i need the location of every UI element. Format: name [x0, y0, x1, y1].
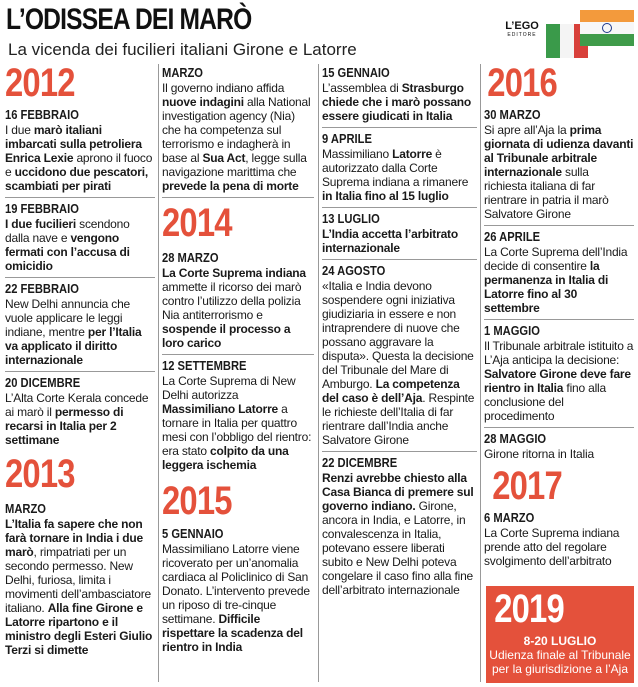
- highlight-box-2019: [486, 586, 634, 683]
- timeline-entry: [162, 62, 314, 198]
- entry-date: 28 MAGGIO: [484, 431, 547, 446]
- timeline-entry: [5, 495, 155, 661]
- timeline-column-3: [322, 62, 477, 601]
- timeline-column-4: [484, 62, 634, 572]
- timeline-entry: [322, 128, 477, 208]
- text-segment: fino alla conclusione del procedimento: [484, 381, 606, 423]
- timeline-column-2: [162, 62, 314, 658]
- text-segment: Girone, ancora in India, e Latorre, in convalescenza in Italia, potevano essere liberati subito e New Delhi poteva congelare il caso fino alla fine dell’arbitrato internazionale: [322, 499, 474, 597]
- highlighted-text: L’Italia fa sapere che non farà tornare in India i due marò: [5, 517, 143, 559]
- timeline-entry: [162, 355, 314, 476]
- text-segment: sulla richiesta italiana di far rientrare in patria il marò Salvatore Girone: [484, 165, 609, 221]
- timeline-entry: [322, 452, 477, 601]
- entry-date: 22 DICEMBRE: [322, 455, 398, 470]
- entry-date: 26 APRILE: [484, 229, 541, 244]
- entry-date: 13 LUGLIO: [322, 211, 380, 226]
- entry-text: [162, 266, 314, 350]
- timeline-entry: [322, 208, 477, 260]
- text-segment: . Respinte le richieste dell’Italia di far rientrare dall’India anche Salvatore Girone: [322, 391, 475, 447]
- entry-text: [162, 542, 314, 654]
- entry-date: 1 MAGGIO: [484, 323, 540, 338]
- highlighted-text: Sua Act: [202, 151, 246, 165]
- entry-text: [322, 147, 477, 203]
- year-2012: 2012: [5, 61, 75, 105]
- timeline-entry: [162, 522, 314, 658]
- year-2015: 2015: [162, 479, 232, 523]
- entry-date: 20 DICEMBRE: [5, 375, 81, 390]
- entry-date: 5 GENNAIO: [162, 526, 224, 541]
- highlighted-text: Alla fine Girone e Latorre ripartono e il ministro degli Esteri Giulio Terzi si dimette: [5, 601, 153, 657]
- highlighted-text: Salvatore Girone deve fare rientro in Italia: [484, 367, 631, 395]
- entry-text: [322, 279, 477, 447]
- entry-text: [5, 391, 155, 447]
- entry-text: [162, 374, 314, 472]
- entry-text: Udienza finale al Tribunale per la giurisdizione a l’Aja: [489, 648, 631, 676]
- highlighted-text: nuove indagini: [162, 95, 244, 109]
- text-segment: ammette il ricorso dei marò contro l’utilizzo della polizia Nia antiterrorismo e: [162, 280, 302, 322]
- year-2019: 2019: [494, 587, 564, 631]
- entry-text: [162, 81, 314, 193]
- timeline-entry: [484, 428, 634, 465]
- entry-text: [484, 339, 634, 423]
- text-segment: , rimpatriati per un secondo permesso. New Delhi, furiosa, limita i movimenti dell’ambasciatore italiano.: [5, 545, 151, 615]
- highlighted-text: Latorre: [392, 147, 433, 161]
- entry-date: 12 SETTEMBRE: [162, 358, 247, 373]
- timeline-column-1: [5, 62, 155, 661]
- year-2017: 2017: [492, 464, 562, 508]
- highlighted-text: vengono fermati con l’accusa di omicidio: [5, 231, 130, 273]
- highlighted-text: in Italia fino al 15 luglio: [322, 189, 449, 203]
- highlighted-text: Renzi avrebbe chiesto alla Casa Bianca di premere sul governo indiano.: [322, 471, 474, 513]
- text-segment: aprono il fuoco e: [5, 151, 153, 179]
- entry-text: [322, 81, 477, 123]
- flags-illustration: [546, 10, 634, 58]
- highlighted-text: I due fucilieri: [5, 217, 77, 231]
- text-segment: Si apre all’Aja la: [484, 123, 570, 137]
- logo-sub: EDITORE: [507, 32, 537, 38]
- timeline-entry: [484, 104, 634, 226]
- highlighted-text: Difficile rispettare la scadenza del rientro in India: [162, 612, 303, 654]
- text-segment: alla National investigation agency (Nia) che ha competenza sul terrorismo e indagherà in base al: [162, 95, 311, 165]
- entry-date: 19 FEBBRAIO: [5, 201, 79, 216]
- text-segment: «Italia e India devono sospendere ogni iniziativa giudiziaria in essere e non intraprendere di nuove che possano aggravare la disputa». Questa la decisione del Tribunale del Mare di Amburgo.: [322, 279, 474, 391]
- entry-text: [5, 297, 155, 367]
- page-title: L’ODISSEA DEI MARÒ: [6, 3, 252, 36]
- highlighted-text: colpito da una leggera ischemia: [162, 444, 289, 472]
- highlighted-text: la permanenza in Italia di Latorre fino al 30 settembre: [484, 259, 609, 315]
- timeline-entry: [484, 226, 634, 320]
- highlighted-text: L’India accetta l’arbitrato internazionale: [322, 227, 458, 255]
- entry-date: 16 FEBBRAIO: [5, 107, 79, 122]
- text-segment: a tornare in Italia per quattro mesi con l’obbligo del rientro: era stato: [162, 402, 312, 458]
- column-divider: [158, 64, 159, 682]
- year-2014: 2014: [162, 201, 232, 245]
- text-segment: Massimiliano Latorre viene ricoverato per un’anomalia cardiaca al Policlinico di San Donato. L’intervento prevede un riposo di tre-cinque settimane.: [162, 542, 310, 626]
- column-divider: [318, 64, 319, 682]
- entry-text: [5, 217, 155, 273]
- year-2016: 2016: [487, 61, 557, 105]
- entry-date: 30 MARZO: [484, 107, 541, 122]
- entry-date: MARZO: [162, 65, 203, 80]
- timeline-entry: [5, 104, 155, 198]
- entry-date: 9 APRILE: [322, 131, 372, 146]
- highlighted-text: Strasburgo chiede che i marò possano essere giudicati in Italia: [322, 81, 472, 123]
- entry-text: [322, 471, 477, 597]
- entry-date: 24 AGOSTO: [322, 263, 386, 278]
- timeline-entry: [484, 507, 634, 572]
- entry-text: [484, 123, 634, 221]
- timeline-entry: [162, 244, 314, 355]
- text-segment: Massimiliano: [322, 147, 393, 161]
- text-segment: La Corte Suprema dell’India decide di consentire: [484, 245, 628, 273]
- entry-text: La Corte Suprema indiana prende atto del regolare svolgimento dell’arbitrato: [484, 526, 620, 568]
- highlighted-text: permesso di recarsi in Italia per 2 settimane: [5, 405, 124, 447]
- text-segment: Il governo indiano affida: [162, 81, 285, 95]
- highlighted-text: per l’Italia va applicato il diritto internazionale: [5, 325, 142, 367]
- entry-text: [322, 227, 477, 255]
- highlighted-text: prevede la pena di morte: [162, 179, 299, 193]
- highlighted-text: marò italiani imbarcati sulla petroliera Enrica Lexie: [5, 123, 142, 165]
- entry-text: Girone ritorna in Italia: [484, 447, 594, 461]
- column-divider: [480, 64, 481, 682]
- entry-date: 6 MARZO: [484, 510, 535, 525]
- entry-text: [5, 123, 155, 193]
- entry-date: 8-20 LUGLIO: [523, 634, 597, 648]
- highlighted-text: sospende il processo a loro carico: [162, 322, 291, 350]
- timeline-entry: [5, 198, 155, 278]
- entry-date: MARZO: [5, 501, 46, 516]
- timeline-entry: [322, 260, 477, 452]
- timeline-entry: [484, 320, 634, 428]
- highlighted-text: uccidono due pescatori, scambiati per pirati: [5, 165, 149, 193]
- timeline-entry: [5, 278, 155, 372]
- entry-date: 15 GENNAIO: [322, 65, 390, 80]
- entry-date: 22 FEBBRAIO: [5, 281, 79, 296]
- entry-text: [5, 517, 155, 657]
- timeline-entry: [322, 62, 477, 128]
- india-flag-icon: [580, 10, 634, 46]
- page-subtitle: La vicenda dei fucilieri italiani Girone e Latorre: [8, 40, 357, 59]
- highlighted-text: La competenza del caso è dell’Aja: [322, 377, 460, 405]
- entry-text: [484, 245, 634, 315]
- timeline-entry: [5, 372, 155, 451]
- text-segment: scendono dalla nave e: [5, 217, 130, 245]
- text-segment: I due: [5, 123, 34, 137]
- text-segment: La Corte Suprema di New Delhi autorizza: [162, 374, 296, 402]
- highlighted-text: prima giornata di udienza davanti al Tribunale arbitrale internazionale: [484, 123, 634, 179]
- text-segment: New Delhi annuncia che vuole applicare le leggi indiane, mentre: [5, 297, 131, 339]
- publisher-logo: [500, 20, 544, 38]
- year-2013: 2013: [5, 452, 75, 496]
- text-segment: è autorizzato dalla Corte Suprema indiana a rimanere: [322, 147, 469, 189]
- highlighted-text: La Corte Suprema indiana: [162, 266, 306, 280]
- text-segment: Il Tribunale arbitrale istituito a L’Aja anticipa la decisione:: [484, 339, 634, 367]
- text-segment: L’assemblea di: [322, 81, 402, 95]
- highlighted-text: Massimiliano Latorre: [162, 402, 279, 416]
- text-segment: L’Alta Corte Kerala concede ai marò il: [5, 391, 149, 419]
- entry-date: 28 MARZO: [162, 250, 219, 265]
- text-segment: , legge sulla navigazione marittima che: [162, 151, 307, 179]
- logo-name: L’EGO: [505, 20, 539, 32]
